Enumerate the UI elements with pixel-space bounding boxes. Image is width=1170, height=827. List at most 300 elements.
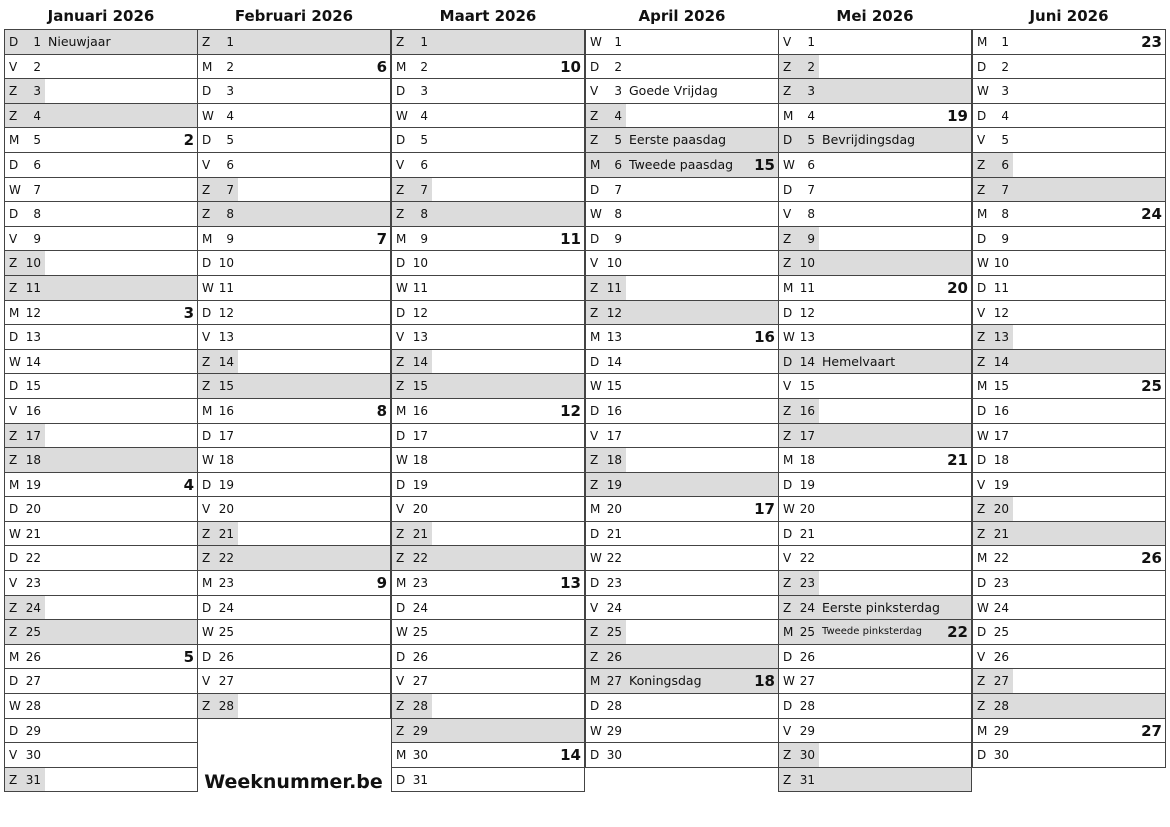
day-row: [585, 497, 779, 522]
weekday-letter: D: [977, 231, 987, 246]
day-row: [4, 694, 198, 719]
weekday-letter: V: [396, 674, 405, 689]
day-label: [973, 694, 1013, 718]
weekday-letter: D: [202, 84, 212, 99]
day-row: [197, 350, 391, 375]
day-number: 26: [993, 649, 1009, 664]
day-row: [585, 522, 779, 547]
day-number: 28: [799, 699, 815, 714]
day-label: [973, 128, 1013, 152]
day-row: [4, 424, 198, 449]
day-number: 24: [606, 600, 622, 615]
weekday-letter: Z: [202, 526, 211, 541]
weekday-letter: Z: [202, 354, 211, 369]
day-row: [972, 448, 1166, 473]
month-column: [585, 4, 779, 768]
day-label: [586, 79, 626, 103]
day-number: 9: [614, 231, 622, 246]
day-row: [4, 374, 198, 399]
day-row: [4, 497, 198, 522]
weekday-letter: D: [590, 231, 600, 246]
day-row: [4, 596, 198, 621]
week-number: 5: [183, 647, 194, 666]
holiday-label: Nieuwjaar: [48, 34, 111, 49]
day-label: [973, 424, 1013, 448]
day-row: [585, 30, 779, 55]
weekday-letter: Z: [9, 625, 18, 640]
day-number: 11: [412, 280, 428, 295]
day-number: 21: [606, 526, 622, 541]
day-label: [392, 571, 432, 595]
day-row: [778, 448, 972, 473]
day-label: [5, 104, 45, 128]
weekday-letter: W: [9, 354, 21, 369]
day-row: [972, 546, 1166, 571]
weekday-letter: Z: [590, 280, 599, 295]
day-number: 24: [993, 600, 1009, 615]
day-label: [392, 276, 432, 300]
day-number: 8: [420, 207, 428, 222]
day-number: 16: [25, 403, 41, 418]
weekday-letter: M: [590, 502, 601, 517]
day-row: [4, 645, 198, 670]
week-number: 2: [183, 131, 194, 150]
day-label: [5, 669, 45, 693]
day-number: 25: [993, 625, 1009, 640]
day-number: 24: [218, 600, 234, 615]
day-row: [972, 227, 1166, 252]
weekday-letter: D: [9, 551, 19, 566]
week-number: 23: [1141, 33, 1162, 51]
weekday-letter: W: [590, 551, 602, 566]
day-label: [586, 104, 626, 128]
day-number: 10: [993, 256, 1009, 271]
weekday-letter: Z: [9, 256, 18, 271]
day-label: [779, 202, 819, 226]
weekday-letter: D: [590, 526, 600, 541]
holiday-label: Hemelvaart: [822, 353, 896, 369]
weekday-letter: M: [9, 477, 20, 492]
weekday-letter: Z: [202, 551, 211, 566]
weekday-letter: M: [590, 674, 601, 689]
day-row: [4, 399, 198, 424]
day-row: [778, 325, 972, 350]
day-number: 18: [25, 453, 41, 468]
day-label: [779, 424, 819, 448]
day-label: [392, 522, 432, 546]
week-number: 26: [1141, 549, 1162, 568]
day-number: 4: [33, 108, 41, 123]
day-number: 27: [799, 674, 815, 689]
day-label: [586, 202, 626, 226]
weekday-letter: W: [202, 453, 214, 468]
day-row: [391, 522, 585, 547]
day-label: [5, 448, 45, 472]
day-label: [973, 153, 1013, 177]
weekday-letter: D: [202, 133, 212, 148]
day-row: [197, 301, 391, 326]
day-number: 31: [799, 772, 815, 787]
day-row: [778, 55, 972, 80]
weekday-letter: V: [9, 748, 18, 763]
day-number: 12: [412, 305, 428, 320]
day-label: [392, 374, 432, 398]
day-label: [5, 694, 45, 718]
day-label: [779, 128, 819, 152]
day-label: [5, 79, 45, 103]
day-label: [586, 178, 626, 202]
day-row: [4, 55, 198, 80]
day-number: 18: [993, 453, 1009, 468]
day-number: 10: [606, 256, 622, 271]
day-row: [778, 620, 972, 645]
weekday-letter: D: [396, 477, 406, 492]
day-row: [972, 694, 1166, 719]
weekday-letter: Z: [783, 84, 792, 99]
day-number: 28: [218, 699, 234, 714]
day-label: [586, 227, 626, 251]
weekday-letter: D: [9, 379, 19, 394]
day-label: [973, 276, 1013, 300]
day-label: [392, 227, 432, 251]
holiday-label: Tweede pinksterdag: [822, 626, 922, 638]
day-label: [392, 251, 432, 275]
day-label: [586, 473, 626, 497]
day-row: [391, 399, 585, 424]
day-row: [585, 596, 779, 621]
day-row: [972, 596, 1166, 621]
day-label: [586, 30, 626, 54]
day-number: 2: [226, 59, 234, 74]
weekday-letter: W: [396, 108, 408, 123]
day-label: [779, 399, 819, 423]
day-label: [586, 153, 626, 177]
day-row: [778, 178, 972, 203]
weekday-letter: V: [396, 330, 405, 345]
day-row: [585, 645, 779, 670]
day-row: [972, 178, 1166, 203]
day-number: 15: [218, 379, 234, 394]
day-row: [972, 128, 1166, 153]
day-label: [973, 497, 1013, 521]
day-label: [392, 620, 432, 644]
day-label: [392, 301, 432, 325]
day-label: [973, 743, 1013, 767]
day-label: [392, 399, 432, 423]
day-label: [392, 104, 432, 128]
day-label: [586, 399, 626, 423]
day-row: [4, 30, 198, 55]
day-number: 23: [218, 576, 234, 591]
day-row: [197, 399, 391, 424]
weekday-letter: D: [396, 428, 406, 443]
day-number: 16: [218, 403, 234, 418]
weekday-letter: M: [202, 403, 213, 418]
day-number: 15: [25, 379, 41, 394]
day-row: [972, 153, 1166, 178]
weekday-letter: D: [9, 723, 19, 738]
day-number: 22: [606, 551, 622, 566]
day-row: [391, 301, 585, 326]
day-label: [198, 424, 238, 448]
day-row: [4, 202, 198, 227]
day-label: [973, 178, 1013, 202]
day-label: [973, 399, 1013, 423]
weekday-letter: W: [977, 428, 989, 443]
weekday-letter: M: [783, 280, 794, 295]
day-label: [392, 497, 432, 521]
day-label: [198, 374, 238, 398]
day-row: [585, 424, 779, 449]
month-title: Juni 2026: [1029, 7, 1109, 25]
day-number: 15: [412, 379, 428, 394]
day-row: [972, 55, 1166, 80]
weekday-letter: M: [977, 551, 988, 566]
weekday-letter: W: [202, 280, 214, 295]
day-row: [972, 104, 1166, 129]
weekday-letter: Z: [396, 551, 405, 566]
day-number: 18: [799, 453, 815, 468]
weekday-letter: Z: [590, 453, 599, 468]
day-row: [391, 55, 585, 80]
day-label: [198, 128, 238, 152]
day-number: 11: [218, 280, 234, 295]
month-title: Mei 2026: [836, 7, 914, 25]
day-row: [391, 251, 585, 276]
day-label: [973, 227, 1013, 251]
weekday-letter: V: [9, 403, 18, 418]
day-row: [391, 424, 585, 449]
weekday-letter: D: [783, 354, 793, 369]
day-row: [778, 424, 972, 449]
week-number: 8: [376, 401, 387, 420]
day-label: [5, 325, 45, 349]
weekday-letter: D: [9, 330, 19, 345]
weekday-letter: Z: [9, 600, 18, 615]
weekday-letter: D: [9, 207, 19, 222]
day-number: 22: [218, 551, 234, 566]
day-row: [585, 301, 779, 326]
day-label: [5, 596, 45, 620]
weekday-letter: Z: [783, 576, 792, 591]
weekday-letter: Z: [783, 231, 792, 246]
weekday-letter: Z: [396, 723, 405, 738]
month-column: [778, 4, 972, 792]
weekday-letter: Z: [977, 699, 986, 714]
weekday-letter: D: [396, 649, 406, 664]
day-number: 12: [218, 305, 234, 320]
day-row: [4, 325, 198, 350]
day-number: 5: [807, 133, 815, 148]
day-row: [585, 374, 779, 399]
weekday-letter: V: [396, 157, 405, 172]
weekday-letter: Z: [977, 330, 986, 345]
day-number: 11: [993, 280, 1009, 295]
day-number: 23: [799, 576, 815, 591]
day-number: 14: [412, 354, 428, 369]
weekday-letter: D: [202, 600, 212, 615]
day-row: [391, 202, 585, 227]
day-number: 16: [799, 403, 815, 418]
weekday-letter: Z: [977, 526, 986, 541]
holiday-label: Goede Vrijdag: [629, 83, 718, 99]
day-number: 14: [993, 354, 1009, 369]
day-number: 19: [412, 477, 428, 492]
day-row: [391, 743, 585, 768]
day-row: [585, 202, 779, 227]
day-row: [391, 79, 585, 104]
day-label: [973, 79, 1013, 103]
day-row: [391, 227, 585, 252]
day-label: [779, 497, 819, 521]
weekday-letter: D: [783, 305, 793, 320]
day-number: 17: [25, 428, 41, 443]
weekday-letter: D: [590, 59, 600, 74]
weekday-letter: Z: [783, 428, 792, 443]
weekday-letter: D: [9, 674, 19, 689]
day-row: [585, 719, 779, 744]
weekday-letter: Z: [9, 453, 18, 468]
day-row: [972, 424, 1166, 449]
week-number: 9: [376, 574, 387, 593]
day-number: 10: [412, 256, 428, 271]
weekday-letter: W: [977, 256, 989, 271]
day-label: [198, 350, 238, 374]
week-number: 10: [560, 57, 581, 76]
weekday-letter: Z: [590, 649, 599, 664]
day-number: 30: [799, 748, 815, 763]
weekday-letter: D: [590, 576, 600, 591]
holiday-label: Tweede paasdag: [629, 156, 734, 172]
day-label: [973, 202, 1013, 226]
weekday-letter: M: [783, 625, 794, 640]
day-row: [391, 276, 585, 301]
day-row: [197, 153, 391, 178]
day-number: 21: [25, 526, 41, 541]
day-label: [5, 424, 45, 448]
day-row: [585, 546, 779, 571]
weekday-letter: Z: [9, 280, 18, 295]
day-row: [972, 374, 1166, 399]
weekday-letter: D: [977, 453, 987, 468]
week-number: 4: [183, 475, 194, 494]
day-label: [779, 768, 819, 792]
weekday-letter: V: [590, 428, 599, 443]
day-row: [197, 522, 391, 547]
weekday-letter: D: [783, 699, 793, 714]
weekday-letter: M: [783, 453, 794, 468]
day-label: [5, 645, 45, 669]
week-number: 13: [560, 574, 581, 593]
day-number: 28: [993, 699, 1009, 714]
day-label: [586, 374, 626, 398]
day-row: [197, 620, 391, 645]
weekday-letter: D: [396, 133, 406, 148]
day-number: 26: [218, 649, 234, 664]
weekday-letter: W: [202, 625, 214, 640]
day-number: 28: [25, 699, 41, 714]
day-row: [4, 301, 198, 326]
day-number: 28: [412, 699, 428, 714]
day-row: [197, 30, 391, 55]
weekday-letter: M: [9, 133, 20, 148]
weekday-letter: D: [396, 772, 406, 787]
day-number: 24: [412, 600, 428, 615]
day-label: [198, 694, 238, 718]
day-number: 3: [420, 84, 428, 99]
weekday-letter: Z: [783, 403, 792, 418]
day-label: [5, 202, 45, 226]
day-label: [586, 448, 626, 472]
day-row: [197, 694, 391, 719]
day-label: [779, 79, 819, 103]
month-column: [4, 4, 198, 792]
day-label: [973, 251, 1013, 275]
day-label: [198, 153, 238, 177]
day-number: 3: [33, 84, 41, 99]
holiday-label: Eerste pinksterdag: [822, 599, 940, 615]
day-number: 4: [1001, 108, 1009, 123]
day-number: 20: [25, 502, 41, 517]
day-number: 20: [412, 502, 428, 517]
weekday-letter: M: [396, 576, 407, 591]
day-row: [197, 596, 391, 621]
day-row: [197, 473, 391, 498]
day-number: 21: [799, 526, 815, 541]
day-number: 9: [1001, 231, 1009, 246]
day-label: [779, 522, 819, 546]
day-label: [779, 178, 819, 202]
weekday-letter: W: [9, 699, 21, 714]
day-row: [778, 743, 972, 768]
day-label: [779, 694, 819, 718]
weekday-letter: V: [590, 256, 599, 271]
day-number: 30: [25, 748, 41, 763]
weekday-letter: W: [9, 526, 21, 541]
day-list: [585, 29, 779, 768]
day-label: [5, 546, 45, 570]
weekday-letter: Z: [783, 59, 792, 74]
day-row: [391, 571, 585, 596]
month-title: Januari 2026: [47, 7, 155, 25]
day-label: [586, 571, 626, 595]
day-number: 2: [1001, 59, 1009, 74]
day-row: [778, 251, 972, 276]
weekday-letter: Z: [977, 502, 986, 517]
day-number: 23: [606, 576, 622, 591]
day-number: 6: [420, 157, 428, 172]
day-label: [5, 227, 45, 251]
day-number: 20: [218, 502, 234, 517]
day-row: [391, 153, 585, 178]
day-number: 19: [25, 477, 41, 492]
day-label: [198, 178, 238, 202]
month-title: Februari 2026: [234, 7, 354, 25]
day-number: 22: [799, 551, 815, 566]
day-row: [972, 276, 1166, 301]
day-number: 13: [218, 330, 234, 345]
weekday-letter: D: [977, 280, 987, 295]
day-row: [972, 473, 1166, 498]
day-number: 6: [1001, 157, 1009, 172]
day-number: 13: [993, 330, 1009, 345]
weekday-letter: D: [783, 182, 793, 197]
day-row: [972, 301, 1166, 326]
weekday-letter: Z: [396, 354, 405, 369]
day-row: [4, 473, 198, 498]
day-row: [197, 227, 391, 252]
day-label: [198, 546, 238, 570]
